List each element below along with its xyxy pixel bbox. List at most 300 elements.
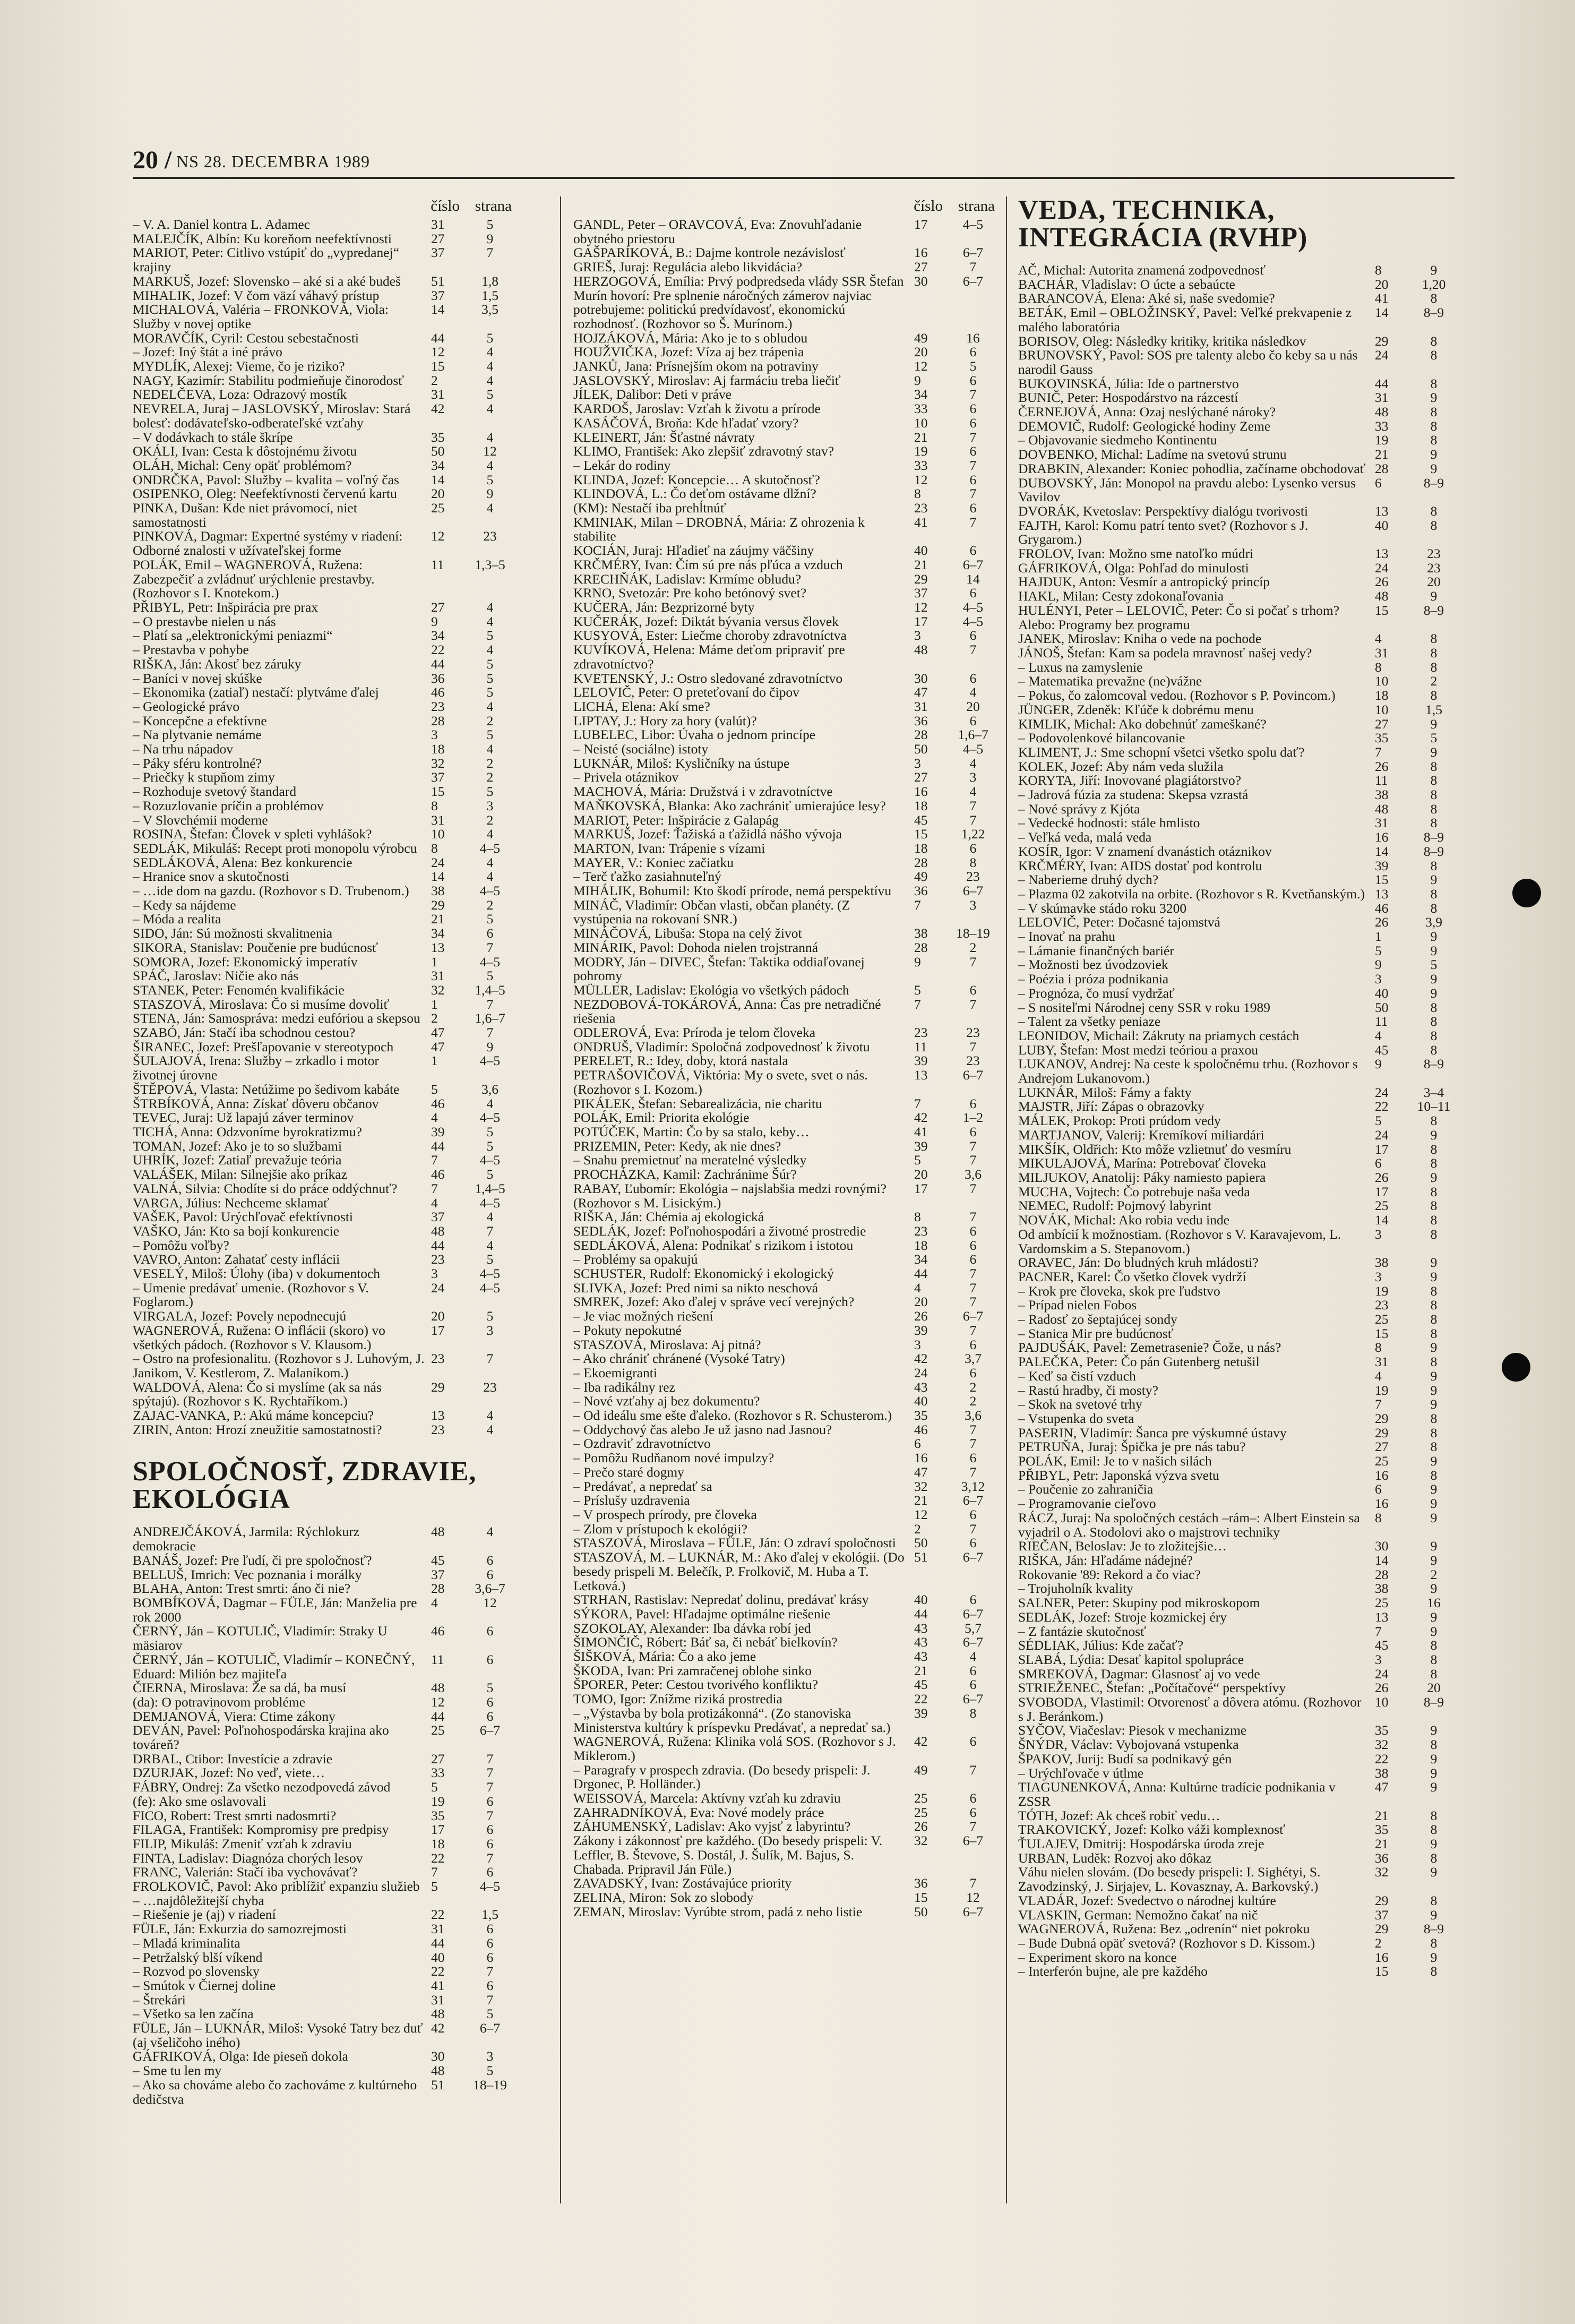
entry-issue-number: 46 bbox=[914, 1421, 928, 1437]
index-entry bbox=[1018, 1908, 1459, 1923]
entry-page-number: 4–5 bbox=[479, 1280, 501, 1296]
entry-title: LUKNÁR, Miloš: Kysličníky na ústupe bbox=[573, 755, 790, 771]
index-entry bbox=[133, 1281, 515, 1309]
entry-title: BRUNOVSKÝ, Pavol: SOS pre talenty alebo čo keby sa u nás narodil Gauss bbox=[1018, 347, 1358, 377]
entry-title: HOUŽVIČKA, Jozef: Víza aj bez trápenia bbox=[573, 344, 804, 360]
entry-page-number: 5 bbox=[969, 358, 977, 374]
entry-issue-number: 49 bbox=[914, 330, 928, 346]
entry-page-number: 8 bbox=[1430, 404, 1438, 420]
entry-issue-number: 16 bbox=[1375, 1949, 1389, 1965]
index-entry bbox=[1018, 1043, 1459, 1058]
entry-page-number: 6 bbox=[486, 1708, 494, 1724]
entry-issue-number: 1 bbox=[431, 954, 438, 970]
index-entry bbox=[1018, 1936, 1459, 1951]
entry-issue-number: 16 bbox=[914, 1450, 928, 1466]
entry-page-number: 7 bbox=[486, 939, 494, 955]
entry-issue-number: 49 bbox=[914, 869, 928, 885]
index-entry bbox=[573, 487, 998, 501]
entry-page-number: 7 bbox=[969, 954, 977, 970]
entry-issue-number: 19 bbox=[914, 443, 928, 459]
index-entry bbox=[573, 1437, 998, 1451]
entry-page-number: 9 bbox=[486, 1039, 494, 1054]
index-entry bbox=[1018, 1695, 1459, 1723]
entry-issue-number: 37 bbox=[431, 245, 445, 261]
index-entry bbox=[1018, 1469, 1459, 1483]
entry-title: RIŠKA, Ján: Chémia aj ekologická bbox=[573, 1209, 764, 1225]
entry-page-number: 7 bbox=[969, 1209, 977, 1225]
entry-title: – Ekoemigranti bbox=[573, 1365, 657, 1380]
entry-issue-number: 50 bbox=[914, 1535, 928, 1551]
entry-title: BARANCOVÁ, Elena: Aké si, naše svedomie? bbox=[1018, 290, 1275, 306]
entry-issue-number: 35 bbox=[914, 1408, 928, 1423]
entry-page-number: 4 bbox=[486, 1237, 494, 1253]
entry-page-number: 8 bbox=[1430, 787, 1438, 803]
entry-page-number: 23 bbox=[1427, 560, 1441, 576]
index-entry bbox=[573, 1125, 998, 1139]
entry-issue-number: 29 bbox=[431, 897, 445, 913]
index-entry bbox=[573, 927, 998, 941]
entry-title: – Ako chrániť chránené (Vysoké Tatry) bbox=[573, 1351, 785, 1367]
entry-page-number: 8 bbox=[1430, 1042, 1438, 1058]
entry-issue-number: 33 bbox=[914, 457, 928, 473]
index-entry bbox=[573, 1338, 998, 1352]
entry-issue-number: 13 bbox=[431, 939, 445, 955]
entry-title: OSIPENKO, Oleg: Neefektívnosti červenú kartu bbox=[133, 486, 397, 502]
index-entry bbox=[1018, 448, 1459, 462]
index-entry bbox=[1018, 1355, 1459, 1369]
entry-page-number: 6 bbox=[969, 1251, 977, 1267]
index-entry bbox=[573, 1465, 998, 1480]
entry-page-number: 12 bbox=[966, 1889, 980, 1905]
entry-issue-number: 20 bbox=[1375, 276, 1389, 292]
index-entry bbox=[1018, 816, 1459, 830]
entry-page-number: 8 bbox=[1430, 900, 1438, 916]
index-entry bbox=[1018, 972, 1459, 987]
index-entry bbox=[133, 1723, 515, 1752]
entry-issue-number: 48 bbox=[1375, 801, 1389, 817]
entry-issue-number: 26 bbox=[1375, 1170, 1389, 1185]
entry-title: SZABÓ, Ján: Stačí iba schodnou cestou? bbox=[133, 1025, 356, 1041]
index-entry bbox=[1018, 987, 1459, 1001]
entry-page-number: 4 bbox=[486, 1095, 494, 1111]
entry-title: (KM): Nestačí iba prehĺtnúť bbox=[573, 500, 726, 516]
entry-title: GANDL, Peter – ORAVCOVÁ, Eva: Znovuhľadanie obytného priestoru bbox=[573, 217, 862, 246]
entry-issue-number: 38 bbox=[1375, 787, 1389, 803]
entry-page-number: 7 bbox=[486, 245, 494, 261]
index-entry bbox=[1018, 887, 1459, 902]
index-entry bbox=[573, 685, 998, 700]
index-entry bbox=[573, 1054, 998, 1068]
entry-issue-number: 14 bbox=[1375, 305, 1389, 321]
entry-title: TÓTH, Jozef: Ak chceš robiť vedu… bbox=[1018, 1807, 1220, 1823]
entry-title: MAJSTR, Jiří: Zápas o obrazovky bbox=[1018, 1099, 1204, 1114]
entry-title: VIRGALA, Jozef: Povely nepodnecujú bbox=[133, 1308, 347, 1324]
index-entry bbox=[573, 1607, 998, 1622]
index-entry bbox=[1018, 1384, 1459, 1398]
entry-title: BANÁŠ, Jozef: Pre ľudí, či pre spoločnosť? bbox=[133, 1552, 372, 1568]
index-entry bbox=[133, 785, 515, 799]
entry-issue-number: 40 bbox=[431, 1949, 445, 1965]
index-entry bbox=[1018, 902, 1459, 916]
entry-page-number: 6 bbox=[486, 1566, 494, 1582]
index-entry bbox=[573, 983, 998, 998]
entry-title: KUČERÁK, Jozef: Diktát bývania versus človek bbox=[573, 613, 839, 629]
entry-issue-number: 12 bbox=[431, 1694, 445, 1710]
index-entry bbox=[1018, 589, 1459, 604]
entry-page-number: 9 bbox=[1430, 262, 1438, 278]
entry-title: – Rozvod po slovensky bbox=[133, 1963, 260, 1979]
entry-issue-number: 24 bbox=[1375, 1666, 1389, 1682]
entry-page-number: 8 bbox=[1430, 1226, 1438, 1242]
entry-page-number: 8 bbox=[1430, 801, 1438, 817]
entry-page-number: 4 bbox=[486, 344, 494, 360]
entry-issue-number: 16 bbox=[1375, 829, 1389, 845]
entry-page-number: 2 bbox=[969, 939, 977, 955]
entry-title: ORAVEC, Ján: Do bludných kruh mládosti? bbox=[1018, 1255, 1259, 1271]
index-entry bbox=[133, 1851, 515, 1866]
entry-issue-number: 15 bbox=[431, 358, 445, 374]
index-entry bbox=[573, 572, 998, 587]
index-entry bbox=[573, 1735, 998, 1763]
index-entry bbox=[573, 416, 998, 431]
entry-issue-number: 37 bbox=[1375, 1907, 1389, 1923]
index-entry bbox=[1018, 1440, 1459, 1454]
entry-page-number: 6 bbox=[486, 1864, 494, 1880]
index-entry bbox=[133, 246, 515, 274]
index-entry bbox=[573, 1253, 998, 1267]
entry-issue-number: 8 bbox=[1375, 262, 1382, 278]
entry-page-number: 4–5 bbox=[962, 599, 984, 615]
entry-issue-number: 2 bbox=[914, 1521, 921, 1537]
entry-issue-number: 8 bbox=[1375, 659, 1382, 675]
index-entry bbox=[1018, 930, 1459, 944]
entry-issue-number: 4 bbox=[1375, 631, 1382, 647]
entry-issue-number: 2 bbox=[1375, 1935, 1382, 1951]
entry-page-number: 9 bbox=[1430, 1552, 1438, 1568]
page-header-label: strana bbox=[958, 198, 995, 215]
index-entry bbox=[573, 742, 998, 757]
index-entry bbox=[573, 672, 998, 686]
index-entry bbox=[573, 1635, 998, 1650]
entry-issue-number: 16 bbox=[914, 784, 928, 800]
entry-issue-number: 38 bbox=[1375, 1765, 1389, 1781]
index-entry bbox=[573, 388, 998, 402]
index-entry bbox=[1018, 1539, 1459, 1554]
entry-title: – Lekár do rodiny bbox=[573, 457, 671, 473]
entry-title: – …ide dom na gazdu. (Rozhovor s D. Trubenom.) bbox=[133, 883, 409, 899]
index-entry bbox=[1018, 1029, 1459, 1043]
entry-page-number: 5 bbox=[486, 471, 494, 487]
index-entry bbox=[1018, 1128, 1459, 1143]
index-entry bbox=[1018, 306, 1459, 334]
entry-title: ŠULAJOVÁ, Irena: Služby – zrkadlo i motor životnej úrovne bbox=[133, 1053, 379, 1083]
entry-issue-number: 23 bbox=[431, 1351, 445, 1367]
entry-issue-number: 42 bbox=[431, 401, 445, 417]
entry-issue-number: 43 bbox=[914, 1634, 928, 1650]
entry-title: – Ozdraviť zdravotníctvo bbox=[573, 1436, 711, 1452]
entry-title: SMREK, Jozef: Ako ďalej v správe vecí verejných? bbox=[573, 1294, 855, 1310]
entry-title: – Paragrafy v prospech zdravia. (Do besedy prispeli: J. Drgonec, P. Holländer.) bbox=[573, 1762, 871, 1792]
entry-issue-number: 31 bbox=[1375, 1354, 1389, 1370]
entry-page-number: 4–5 bbox=[479, 1152, 501, 1168]
index-entry bbox=[1018, 859, 1459, 873]
entry-page-number: 6–7 bbox=[962, 883, 984, 899]
entry-title: – Skok na svetové trhy bbox=[1018, 1396, 1142, 1412]
entry-issue-number: 18 bbox=[431, 741, 445, 757]
entry-title: – Oddychový čas alebo Je už jasno nad Jasnou? bbox=[573, 1421, 832, 1437]
entry-issue-number: 40 bbox=[914, 1592, 928, 1608]
entry-title: DUBOVSKÝ, Ján: Monopol na pravdu alebo: Lysenko versus Vavilov bbox=[1018, 475, 1356, 505]
entry-page-number: 8 bbox=[1430, 1155, 1438, 1171]
column-rule bbox=[1006, 196, 1007, 2203]
entry-page-number: 1,5 bbox=[481, 1907, 498, 1923]
index-entry bbox=[133, 1083, 515, 1097]
entry-issue-number: 41 bbox=[914, 1124, 928, 1139]
entry-issue-number: 11 bbox=[1375, 773, 1388, 788]
entry-issue-number: 29 bbox=[431, 1379, 445, 1395]
index-entry bbox=[1018, 1752, 1459, 1766]
index-entry bbox=[133, 884, 515, 898]
entry-title: ŠNÝDR, Václav: Vybojovaná vstupenka bbox=[1018, 1737, 1239, 1753]
entry-title: ZAJAC-VANKA, P.: Akú máme koncepciu? bbox=[133, 1408, 374, 1423]
entry-page-number: 4 bbox=[486, 500, 494, 516]
index-entry bbox=[1018, 760, 1459, 774]
entry-page-number: 5 bbox=[486, 656, 494, 672]
entry-issue-number: 16 bbox=[1375, 1496, 1389, 1512]
entry-issue-number: 29 bbox=[1375, 1410, 1389, 1426]
entry-page-number: 9 bbox=[1430, 1368, 1438, 1384]
entry-page-number: 8–9 bbox=[1423, 829, 1444, 845]
index-entry bbox=[1018, 1213, 1459, 1228]
entry-page-number: 7 bbox=[486, 1025, 494, 1041]
entry-title: – O prestavbe nielen u nás bbox=[133, 613, 276, 629]
entry-issue-number: 51 bbox=[431, 2077, 445, 2093]
entry-page-number: 5 bbox=[486, 684, 494, 700]
entry-title: GÁFRIKOVÁ, Olga: Ide pieseň dokola bbox=[133, 2048, 348, 2064]
entry-title: SIDO, Ján: Sú možnosti skvalitnenia bbox=[133, 925, 333, 941]
index-entry bbox=[573, 770, 998, 785]
entry-page-number: 5 bbox=[486, 968, 494, 984]
entry-page-number: 6–7 bbox=[962, 1606, 984, 1622]
entry-title: MÁLEK, Prokop: Proti prúdom vedy bbox=[1018, 1113, 1221, 1129]
entry-issue-number: 17 bbox=[1375, 1141, 1389, 1157]
entry-page-number: 7 bbox=[969, 387, 977, 402]
entry-title: NEMEC, Rudolf: Pojmový labyrint bbox=[1018, 1198, 1212, 1214]
entry-issue-number: 45 bbox=[431, 1552, 445, 1568]
index-entry bbox=[133, 1695, 515, 1710]
entry-issue-number: 28 bbox=[914, 854, 928, 870]
entry-issue-number: 22 bbox=[431, 1850, 445, 1866]
entry-page-number: 8 bbox=[1430, 999, 1438, 1015]
entry-page-number: 8 bbox=[1430, 418, 1438, 434]
index-entry bbox=[1018, 774, 1459, 788]
entry-page-number: 23 bbox=[483, 528, 497, 544]
index-entry bbox=[133, 1224, 515, 1239]
index-entry bbox=[1018, 561, 1459, 576]
entry-issue-number: 4 bbox=[1375, 1368, 1382, 1384]
entry-title: FINTA, Ladislav: Diagnóza chorých lesov bbox=[133, 1850, 363, 1866]
entry-page-number: 6 bbox=[486, 1694, 494, 1710]
entry-page-number: 8 bbox=[1430, 773, 1438, 788]
entry-page-number: 8 bbox=[1430, 347, 1438, 363]
entry-title: – „Výstavba by bola protizákonná“. (Zo stanoviska Ministerstva kultúry k príspevku Predávať, a nepredať sa.) bbox=[573, 1705, 891, 1735]
entry-title: HULÉNYI, Peter – LELOVIČ, Peter: Čo si počať s trhom? Alebo: Programy bez programu bbox=[1018, 602, 1340, 632]
entry-issue-number: 22 bbox=[1375, 1099, 1389, 1114]
entry-title: LELOVIČ, Peter: O preteťovaní do čipov bbox=[573, 684, 799, 700]
entry-issue-number: 38 bbox=[1375, 1255, 1389, 1271]
index-entry bbox=[573, 544, 998, 558]
entry-title: NAGY, Kazimír: Stabilitu podmieňuje činorodosť bbox=[133, 372, 404, 388]
entry-title: SPÁČ, Jaroslav: Ničie ako nás bbox=[133, 968, 299, 984]
entry-title: RABAY, Ľubomír: Ekológia – najslabšia medzi rovnými? (Rozhovor s M. Lisickým.) bbox=[573, 1180, 887, 1211]
entry-title: – Ako sa chováme alebo čo zachováme z kultúrneho dedičstva bbox=[133, 2077, 417, 2107]
index-entry bbox=[573, 359, 998, 374]
entry-issue-number: 22 bbox=[1375, 1751, 1389, 1766]
entry-title: ZEMAN, Miroslav: Vyrúbte strom, padá z neho listie bbox=[573, 1903, 863, 1919]
entry-page-number: 4 bbox=[486, 1408, 494, 1423]
entry-issue-number: 36 bbox=[914, 1875, 928, 1891]
entry-page-number: 8–9 bbox=[1423, 1694, 1444, 1710]
entry-issue-number: 31 bbox=[431, 1921, 445, 1937]
entry-issue-number: 24 bbox=[431, 1280, 445, 1296]
entry-page-number: 3,6–7 bbox=[475, 1581, 505, 1597]
entry-title: KMINIAK, Milan – DROBNÁ, Mária: Z ohrozenia k stabilite bbox=[573, 514, 865, 544]
entry-issue-number: 21 bbox=[914, 429, 928, 445]
index-entry bbox=[133, 1054, 515, 1082]
entry-issue-number: 23 bbox=[431, 1251, 445, 1267]
entry-title: – Urýchľovače v útlme bbox=[1018, 1765, 1144, 1781]
index-entry bbox=[1018, 661, 1459, 675]
entry-page-number: 6 bbox=[969, 1095, 977, 1111]
entry-title: KVETENSKÝ, J.: Ostro sledované zdravotníctvo bbox=[573, 670, 843, 686]
index-entry bbox=[573, 218, 998, 246]
index-entry bbox=[573, 1536, 998, 1550]
entry-title: STRIEŽENEC, Štefan: „Počítačové“ perspektívy bbox=[1018, 1680, 1286, 1696]
entry-page-number: 6 bbox=[969, 1223, 977, 1239]
entry-page-number: 8 bbox=[1430, 1014, 1438, 1030]
index-entry bbox=[573, 1182, 998, 1210]
index-entry bbox=[1018, 802, 1459, 817]
entry-page-number: 9 bbox=[1430, 1949, 1438, 1965]
entry-page-number: 8–9 bbox=[1423, 1921, 1444, 1937]
entry-issue-number: 46 bbox=[431, 1095, 445, 1111]
entry-title: – V Slovchémii moderne bbox=[133, 812, 268, 828]
entry-issue-number: 27 bbox=[431, 599, 445, 615]
entry-page-number: 4 bbox=[486, 854, 494, 870]
entry-title: VAVRO, Anton: Zahatať cesty inflácii bbox=[133, 1251, 340, 1267]
entry-title: PASERIN, Vladimír: Šanca pre výskumné ústavy bbox=[1018, 1425, 1287, 1440]
column-header bbox=[133, 196, 515, 218]
entry-title: KRNO, Svetozár: Pre koho betónový svet? bbox=[573, 585, 807, 601]
entry-title: ČERNÝ, Ján – KOTULIČ, Vladimír – KONEČNÝ, Eduard: Milión bez majiteľa bbox=[133, 1651, 415, 1682]
entry-issue-number: 46 bbox=[431, 684, 445, 700]
entry-issue-number: 6 bbox=[914, 1436, 921, 1452]
entry-title: OKÁLI, Ivan: Cesta k dôstojnému životu bbox=[133, 443, 357, 459]
entry-issue-number: 14 bbox=[431, 869, 445, 885]
entry-title: KORYTA, Jiří: Inovované plagiátorstvo? bbox=[1018, 773, 1242, 788]
entry-page-number: 4 bbox=[486, 401, 494, 417]
entry-issue-number: 14 bbox=[431, 302, 445, 318]
index-entry bbox=[133, 1409, 515, 1423]
index-entry bbox=[573, 1650, 998, 1664]
entry-page-number: 6 bbox=[486, 1921, 494, 1937]
entry-issue-number: 29 bbox=[1375, 1892, 1389, 1908]
index-entry bbox=[573, 1451, 998, 1465]
entry-page-number: 6 bbox=[969, 415, 977, 431]
entry-title: RÁCZ, Juraj: Na spoločných cestách –rám–: Albert Einstein sa vyjadril o A. Stodolovi ako o majstrovi techniky bbox=[1018, 1510, 1360, 1540]
entry-page-number: 9 bbox=[1430, 1340, 1438, 1356]
entry-page-number: 4 bbox=[486, 869, 494, 885]
index-entry bbox=[1018, 1298, 1459, 1313]
entry-page-number: 9 bbox=[1430, 1268, 1438, 1284]
entry-title: JÍLEK, Dalibor: Deti v práve bbox=[573, 387, 732, 402]
entry-issue-number: 11 bbox=[431, 556, 444, 572]
entry-page-number: 9 bbox=[1430, 1481, 1438, 1497]
entry-title: – Podovolenkové bilancovanie bbox=[1018, 730, 1185, 746]
entry-title: HAJDUK, Anton: Vesmír a antropický princíp bbox=[1018, 574, 1270, 590]
entry-title: PROCHÁZKA, Kamil: Zachránime Šúr? bbox=[573, 1167, 797, 1182]
index-entry bbox=[1018, 1568, 1459, 1582]
entry-issue-number: 15 bbox=[1375, 1325, 1389, 1341]
entry-page-number: 6 bbox=[969, 840, 977, 856]
index-entry bbox=[133, 1040, 515, 1054]
entry-page-number: 6 bbox=[969, 443, 977, 459]
entry-title: WAGNEROVÁ, Ružena: O inflácii (skoro) vo všetkých pádoch. (Rozhovor s V. Klausom.) bbox=[133, 1322, 385, 1352]
index-entry bbox=[133, 842, 515, 856]
entry-page-number: 8 bbox=[1430, 1467, 1438, 1483]
entry-title: GÁFRIKOVÁ, Olga: Pohľad do minulosti bbox=[1018, 560, 1249, 576]
index-entry bbox=[573, 1593, 998, 1607]
index-entry bbox=[573, 473, 998, 487]
entry-page-number: 6 bbox=[969, 471, 977, 487]
entry-page-number: 3,6 bbox=[965, 1408, 982, 1423]
entry-issue-number: 1 bbox=[431, 1053, 438, 1069]
entry-issue-number: 7 bbox=[1375, 1623, 1382, 1639]
entry-issue-number: 39 bbox=[431, 1124, 445, 1139]
entry-issue-number: 21 bbox=[431, 911, 445, 927]
index-entry bbox=[1018, 278, 1459, 292]
entry-issue-number: 21 bbox=[1375, 1807, 1389, 1823]
entry-title: KUČERA, Ján: Bezprizorné byty bbox=[573, 599, 755, 615]
entry-issue-number: 19 bbox=[1375, 432, 1389, 448]
entry-page-number: 23 bbox=[966, 1053, 980, 1069]
entry-page-number: 4 bbox=[486, 358, 494, 374]
index-entry bbox=[1018, 348, 1459, 376]
index-entry bbox=[1018, 1341, 1459, 1355]
index-entry bbox=[573, 898, 998, 927]
index-entry bbox=[573, 331, 998, 346]
entry-issue-number: 31 bbox=[431, 812, 445, 828]
entry-title: STASZOVÁ, Miroslava – FÜLE, Ján: O zdraví spoločnosti bbox=[573, 1535, 896, 1551]
entry-page-number: 5 bbox=[486, 1680, 494, 1696]
entry-issue-number: 6 bbox=[1375, 1481, 1382, 1497]
entry-issue-number: 39 bbox=[914, 1705, 928, 1721]
entry-page-number: 7 bbox=[969, 642, 977, 658]
entry-page-number: 6 bbox=[486, 1793, 494, 1809]
entry-title: ŠIŠKOVÁ, Mária: Čo a ako jeme bbox=[573, 1649, 756, 1665]
entry-page-number: 4 bbox=[969, 755, 977, 771]
entry-issue-number: 9 bbox=[1375, 957, 1382, 973]
entry-page-number: 4–5 bbox=[479, 954, 501, 970]
entry-page-number: 8 bbox=[1430, 1283, 1438, 1299]
entry-title: – Bude Dubná opäť svetová? (Rozhovor s D. Kissom.) bbox=[1018, 1935, 1315, 1951]
index-entry bbox=[133, 672, 515, 686]
index-entry bbox=[133, 345, 515, 359]
index-column-1 bbox=[133, 196, 515, 2106]
entry-page-number: 3 bbox=[969, 769, 977, 785]
entry-title: ONDRČKA, Pavol: Služby – kvalita – voľný čas bbox=[133, 471, 399, 487]
entry-issue-number: 6 bbox=[1375, 475, 1382, 491]
